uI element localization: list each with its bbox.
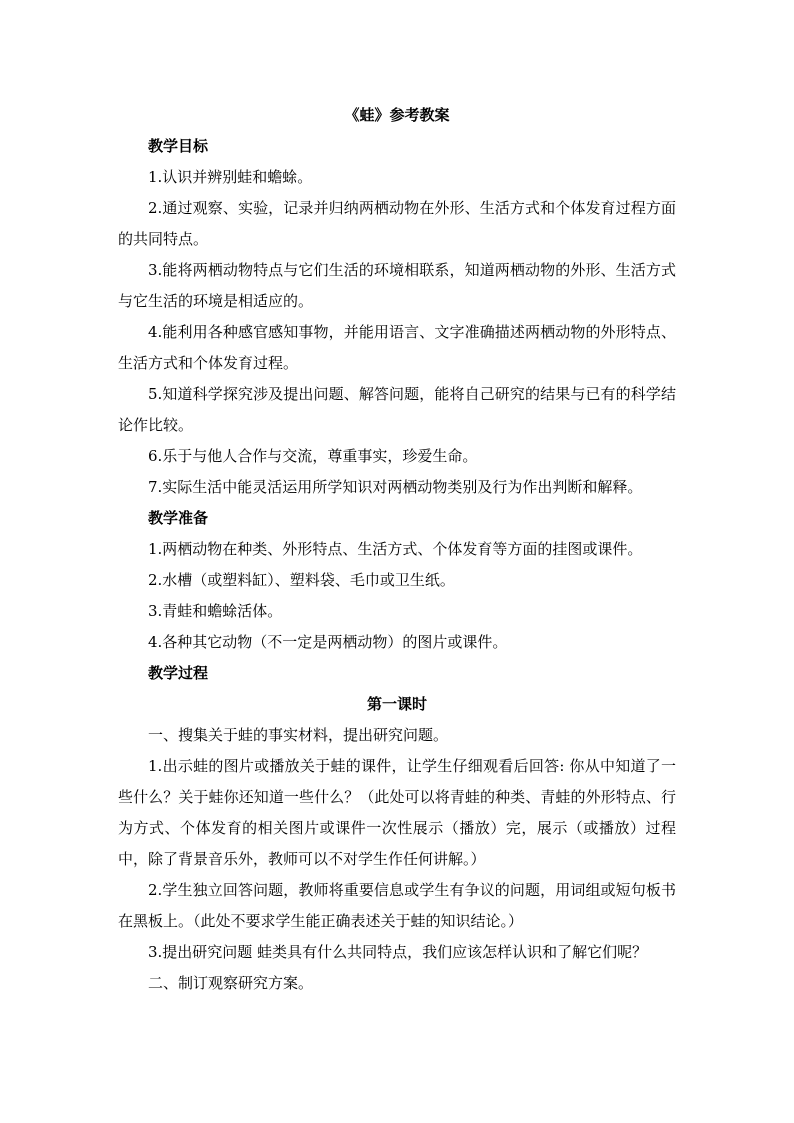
paragraph: 3.青蛙和蟾蜍活体。: [148, 602, 283, 620]
section-heading-preparation: 教学准备: [148, 509, 209, 527]
section-heading-process: 教学过程: [148, 664, 209, 682]
document-body: [118, 100, 676, 999]
paragraph: 一、搜集关于蛙的事实材料，提出研究问题。: [148, 726, 449, 744]
paragraph: 3.能将两栖动物特点与它们生活的环境相联系，知道两栖动物的外形、生活方式与它生活的环境是相适应的。: [118, 261, 676, 310]
section-heading-objectives: 教学目标: [148, 137, 209, 155]
paragraph: 2.水槽（或塑料缸）、塑料袋、毛巾或卫生纸。: [148, 571, 455, 589]
paragraph: 7.实际生活中能灵活运用所学知识对两栖动物类别及行为作出判断和解释。: [148, 478, 643, 496]
paragraph: 4.各种其它动物（不一定是两栖动物）的图片或课件。: [148, 633, 508, 651]
paragraph: 二、制订观察研究方案。: [148, 974, 314, 992]
paragraph: 1.两栖动物在种类、外形特点、生活方式、个体发育等方面的挂图或课件。: [148, 540, 643, 558]
paragraph: 6.乐于与他人合作与交流，尊重事实，珍爱生命。: [148, 447, 478, 465]
paragraph: 1.出示蛙的图片或播放关于蛙的课件，让学生仔细观看后回答: 你从中知道了一些什么？关于蛙你还知道一些什么？（此处可以将青蛙的种类、青蛙的外形特点、行为方式、个体发育的相关图片或课件一次性展示（播放）完，展示（或播放）过程中，除了背景音乐外，教师可以不对学生作任何讲解。）: [118, 757, 676, 868]
lesson-subheading: 第一课时: [366, 695, 427, 713]
document-title: 《蛙》参考教案: [344, 106, 450, 124]
paragraph: 2.学生独立回答问题，教师将重要信息或学生有争议的问题，用词组或短句板书在黑板上。（此处不要求学生能正确表述关于蛙的知识结论。）: [118, 881, 676, 930]
paragraph: 3.提出研究问题 蛙类具有什么共同特点，我们应该怎样认识和了解它们呢？: [148, 943, 648, 961]
paragraph: 5.知道科学探究涉及提出问题、解答问题，能将自己研究的结果与已有的科学结论作比较。: [118, 385, 676, 434]
paragraph: 4.能利用各种感官感知事物，并能用语言、文字准确描述两栖动物的外形特点、生活方式和个体发育过程。: [118, 323, 676, 372]
paragraph: 1.认识并辨别蛙和蟾蜍。: [148, 168, 313, 186]
paragraph: 2.通过观察、实验，记录并归纳两栖动物在外形、生活方式和个体发育过程方面的共同特点。: [118, 199, 676, 248]
